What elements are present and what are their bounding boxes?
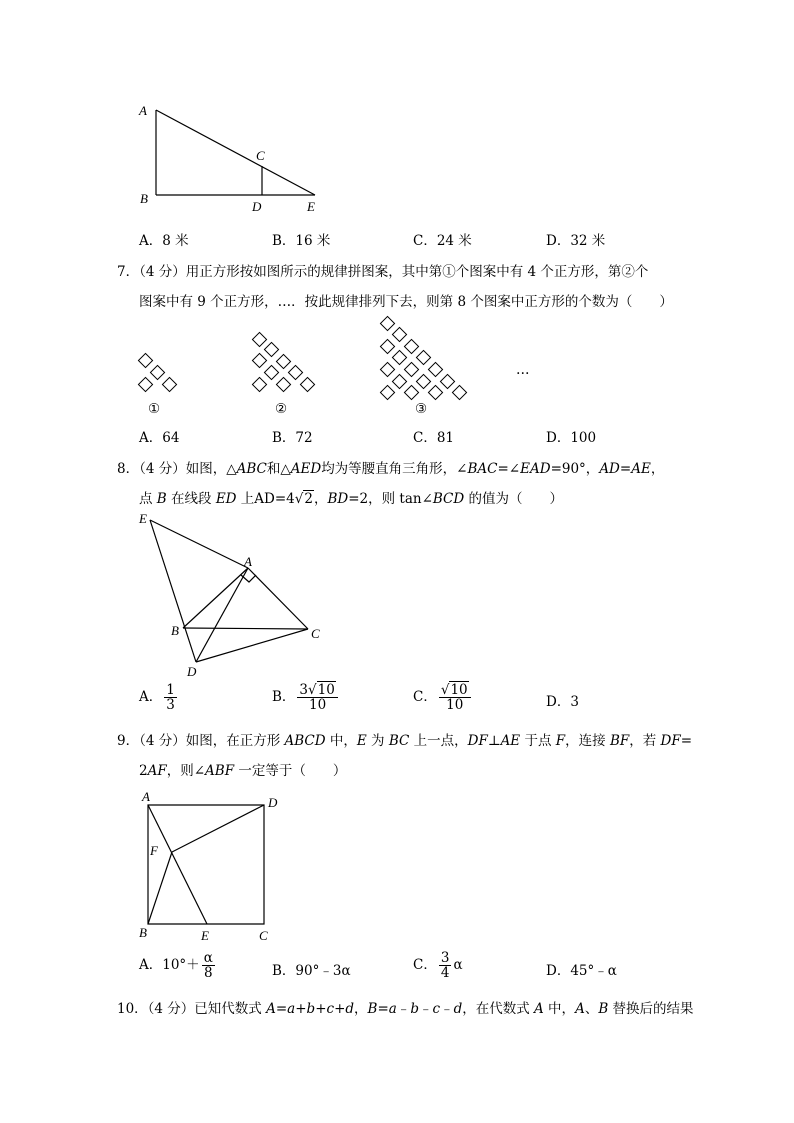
q9-square-ABCD bbox=[148, 805, 264, 924]
q6-label-C: C bbox=[256, 148, 265, 163]
q6-label-A: A bbox=[139, 103, 147, 118]
q7-pattern-2-label: ② bbox=[275, 401, 288, 417]
q8-label-E: E bbox=[139, 511, 147, 526]
q6-label-E: E bbox=[307, 199, 315, 214]
q6-option-b[interactable]: B．16 米 bbox=[272, 233, 331, 249]
q8-stem-line1: 8．（4 分）如图，△ABC和△AED均为等腰直角三角形，∠BAC=∠EAD=90°，AD=AE， bbox=[117, 461, 665, 477]
q9-option-b[interactable]: B．90°﹣3α bbox=[272, 963, 351, 979]
q7-pattern-3-label: ③ bbox=[415, 401, 428, 417]
q8-label-D: D bbox=[187, 664, 197, 679]
q7-pattern-1-label: ① bbox=[148, 401, 161, 417]
q7-option-a[interactable]: A．64 bbox=[139, 430, 180, 446]
q9-label-E: E bbox=[201, 928, 209, 943]
q7-option-d[interactable]: D．100 bbox=[546, 430, 597, 446]
q10-stem-line1: 10．（4 分）已知代数式 A=a+b+c+d，B=a﹣b﹣c﹣d，在代数式 A 中，A、B 替换后的结果 bbox=[117, 1001, 694, 1017]
q7-option-b[interactable]: B．72 bbox=[272, 430, 313, 446]
q6-label-B: B bbox=[140, 191, 148, 206]
q8-option-d[interactable]: D．3 bbox=[546, 694, 579, 710]
q9-label-A: A bbox=[142, 789, 150, 804]
q8-option-a[interactable]: A． $\frac{1}{3}$ bbox=[139, 682, 175, 714]
q8-option-c[interactable]: C． $\frac{√10}{10}$ bbox=[413, 683, 473, 712]
q9-label-D: D bbox=[268, 795, 278, 810]
q9-seg-BF bbox=[148, 852, 172, 924]
q7-ellipsis: … bbox=[516, 362, 530, 378]
q9-seg-DF bbox=[172, 805, 264, 852]
q6-option-c[interactable]: C．24 米 bbox=[413, 233, 472, 249]
q7-stem-line1: 7．（4 分）用正方形按如图所示的规律拼图案，其中第①个图案中有 4 个正方形，第②个 bbox=[117, 264, 649, 280]
q7-option-c[interactable]: C．81 bbox=[413, 430, 455, 446]
q9-label-B: B bbox=[139, 925, 147, 940]
q9-option-c[interactable]: C． $\frac{3}{4}$ α bbox=[413, 950, 463, 982]
q9-stem-line2: 2AF，则∠ABF 一定等于（ ） bbox=[139, 763, 347, 779]
q6-label-D: D bbox=[252, 199, 262, 214]
q9-stem-line1: 9．（4 分）如图，在正方形 ABCD 中，E 为 BC 上一点，DF⊥AE 于点 F，连接 BF，若 DF= bbox=[117, 733, 693, 749]
q9-seg-AE bbox=[148, 805, 207, 924]
q9-option-a[interactable]: A．10°＋ $\frac{\alpha}{8}$ bbox=[139, 950, 213, 982]
q8-stem-line2: 点 B 在线段 ED 上AD=4√2，BD=2，则 tan∠BCD 的值为（ ） bbox=[139, 491, 564, 507]
q9-label-C: C bbox=[259, 928, 268, 943]
q7-stem-line2: 图案中有 9 个正方形，…．按此规律排列下去，则第 8 个图案中正方形的个数为（ ） bbox=[139, 294, 673, 310]
q8-label-A: A bbox=[244, 554, 252, 569]
q6-option-a[interactable]: A．8 米 bbox=[139, 233, 189, 249]
q8-label-B: B bbox=[171, 623, 179, 638]
q8-label-C: C bbox=[311, 626, 320, 641]
q9-option-d[interactable]: D．45°﹣α bbox=[546, 963, 617, 979]
q6-option-d[interactable]: D．32 米 bbox=[546, 233, 606, 249]
q9-label-F: F bbox=[150, 843, 158, 858]
q8-option-b[interactable]: B． $\frac{3√10}{10}$ bbox=[272, 683, 340, 712]
